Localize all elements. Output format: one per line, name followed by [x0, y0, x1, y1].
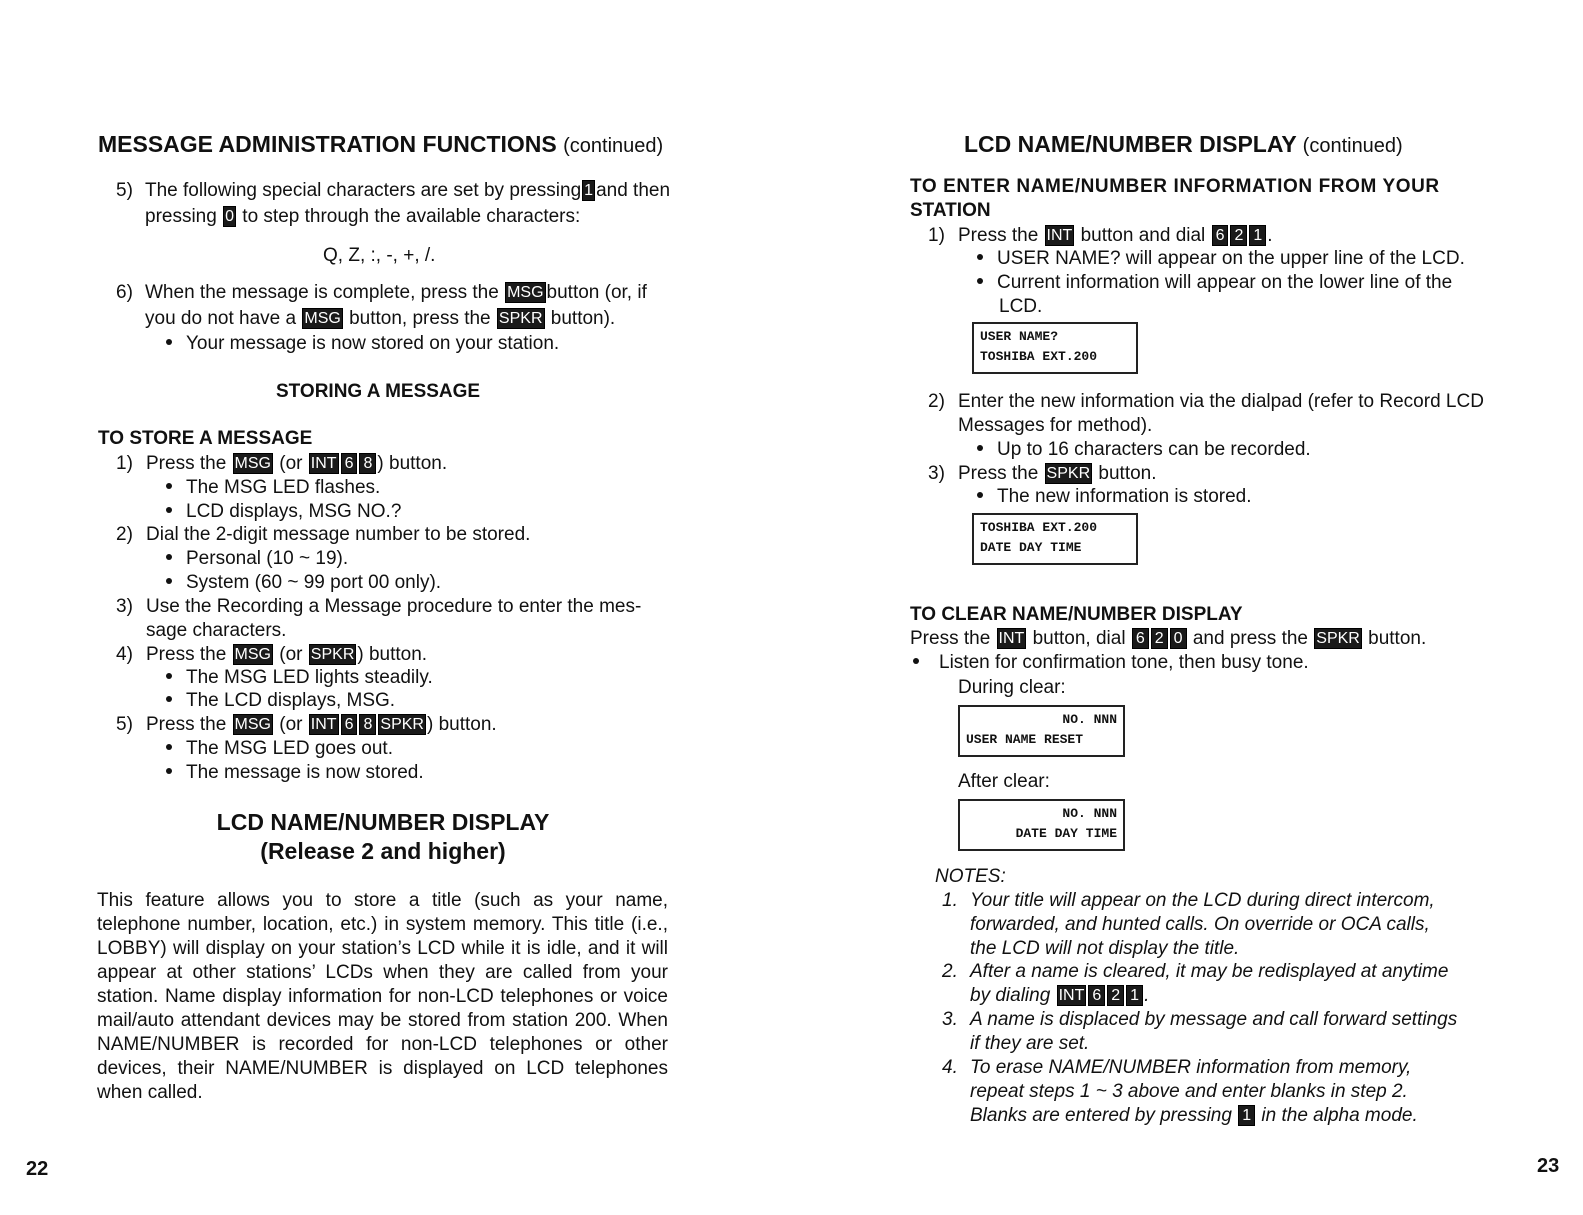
key-8: 8: [359, 714, 376, 735]
after-clear-label: After clear:: [958, 771, 1050, 792]
clear-subheading: TO CLEAR NAME/NUMBER DISPLAY: [910, 604, 1243, 625]
text: The MSG LED goes out.: [186, 738, 393, 759]
text: The MSG LED flashes.: [186, 477, 381, 498]
enter-step-1: 1) Press the INT button and dial 6 2 1 .: [928, 225, 1273, 246]
text: button.: [1098, 463, 1157, 484]
bullet-icon: [166, 483, 172, 489]
lcd-display-heading: LCD NAME/NUMBER DISPLAY (Release 2 and higher): [216, 809, 550, 864]
key-msg: MSG: [234, 716, 271, 733]
key-spkr: SPKR: [1316, 630, 1360, 647]
text: Press the: [958, 463, 1039, 484]
enter-step-2-bullet1: [977, 438, 1311, 462]
lcd-line: NO. NNN: [1062, 806, 1117, 821]
bullet-icon: [166, 578, 172, 584]
key-1: 1: [584, 182, 594, 199]
text: The message is now stored.: [186, 762, 424, 783]
enter-step-2-line2: Messages for method).: [958, 415, 1153, 436]
text: Blanks are entered by pressing: [970, 1105, 1232, 1126]
text: Up to 16 characters can be recorded.: [997, 439, 1311, 460]
note-1: [942, 889, 1435, 913]
key-int: INT: [998, 630, 1025, 647]
store-step-1-bullet1: [166, 476, 380, 500]
key-int: INT: [310, 455, 337, 472]
text: 6): [116, 282, 133, 303]
key-int: INT: [310, 716, 337, 733]
text: (or: [279, 453, 303, 474]
text: (or: [279, 714, 303, 735]
text: button, press the: [349, 308, 491, 329]
text: The LCD displays, MSG.: [186, 690, 396, 711]
notes-title: NOTES:: [935, 866, 1006, 887]
key-spkr: SPKR: [498, 310, 543, 327]
key-int: INT: [1058, 987, 1085, 1004]
enter-subheading-line1: TO ENTER NAME/NUMBER INFORMATION FROM YOUR: [910, 176, 1440, 197]
page-heading: [98, 131, 663, 158]
note-3: [942, 1008, 1457, 1032]
text: 2.: [942, 961, 958, 982]
enter-subheading-line2: STATION: [910, 200, 991, 221]
key-spkr: SPKR: [1046, 465, 1091, 482]
note-4: [942, 1056, 1411, 1080]
text: The new information is stored.: [997, 486, 1252, 507]
key-int: INT: [1046, 227, 1073, 244]
text: in the alpha mode.: [1261, 1105, 1418, 1126]
key-0: 0: [1170, 628, 1187, 649]
note-4-line3: [970, 1104, 1418, 1128]
text: 5): [116, 714, 133, 735]
text: LCD displays, MSG NO.?: [186, 501, 402, 522]
store-subheading: TO STORE A MESSAGE: [98, 428, 313, 449]
key-8: 8: [359, 453, 376, 474]
bullet-icon: [977, 492, 983, 498]
text: 5): [116, 180, 133, 201]
feature-paragraph: This feature allows you to store a title (such as your name, telephone number, location, etc.) in system memory. This title (i.e., LOBBY) will display on your station’s LCD while it is idle, and it will appear at other stations’ LCDs when they are called from your station. Name display information for non-LCD telephones or voice mail/auto attendant devices may be stored from station 200. When NAME/NUMBER is recorded for non-LCD telephones or other devices, their NAME/NUMBER is displayed on LCD telephones when called.: [97, 890, 668, 1103]
note-4-line2: repeat steps 1 ~ 3 above and enter blanks in step 2.: [970, 1081, 1408, 1102]
special-characters: Q, Z, :, -, +, /.: [323, 245, 436, 266]
store-step-5-bullet2: [166, 761, 424, 785]
text: Current information will appear on the lower line of the: [997, 272, 1453, 293]
text: After a name is cleared, it may be redisplayed at anytime: [970, 961, 1449, 982]
lcd-line: NO. NNN: [1062, 712, 1117, 727]
text: button).: [550, 308, 616, 329]
text: button (or, if: [546, 282, 647, 303]
text: Use the Recording a Message procedure to enter the mes-: [146, 596, 642, 617]
text: button.: [1368, 628, 1427, 649]
key-msg: MSG: [507, 284, 544, 301]
note-1-line2: forwarded, and hunted calls. On override or OCA calls,: [970, 914, 1430, 935]
key-6: 6: [1088, 985, 1105, 1006]
lcd-screen-during-clear: [958, 705, 1125, 757]
text: USER NAME? will appear on the upper line of the LCD.: [997, 248, 1465, 269]
storing-heading: STORING A MESSAGE: [276, 381, 481, 402]
store-step-3-line1: [116, 595, 641, 619]
store-step-1: [116, 452, 447, 476]
text: MESSAGE ADMINISTRATION FUNCTIONS: [98, 131, 557, 157]
bullet-icon: [166, 744, 172, 750]
text: 4): [116, 644, 133, 665]
text: 2): [116, 524, 133, 545]
key-1: 1: [1249, 225, 1266, 246]
bullet-icon: [977, 445, 983, 451]
text: and press the: [1192, 628, 1308, 649]
store-step-2-bullet2: [166, 571, 441, 595]
page-number-right: 23: [1537, 1155, 1560, 1177]
enter-step-1-bullet1: [977, 247, 1465, 271]
text: Press the: [910, 628, 991, 649]
text: Your title will appear on the LCD during direct intercom,: [970, 890, 1435, 911]
text: Press the: [958, 225, 1039, 246]
text: 1): [116, 453, 133, 474]
text: The MSG LED lights steadily.: [186, 667, 433, 688]
text: LCD NAME/NUMBER DISPLAY: [964, 131, 1297, 157]
note-2: [942, 960, 1448, 984]
store-step-2-bullet1: [166, 547, 348, 571]
text: Press the: [146, 453, 227, 474]
text: (or: [279, 644, 303, 665]
text: Enter the new information via the dialpad (refer to Record LCD: [958, 391, 1484, 412]
lcd-screen-new-info: [972, 513, 1138, 565]
step-5-line2: [145, 205, 580, 229]
text: 3): [928, 463, 945, 484]
step-5-line1: [116, 179, 670, 203]
step-6-line2: [145, 307, 615, 331]
text: (continued): [1302, 135, 1403, 157]
lcd-line: TOSHIBA EXT.200: [980, 349, 1098, 364]
key-msg: MSG: [234, 455, 271, 472]
text: pressing: [145, 206, 217, 227]
text: When the message is complete, press the: [145, 282, 499, 303]
text: System (60 ~ 99 port 00 only).: [186, 572, 442, 593]
text: and then: [596, 180, 671, 201]
lcd-screen-user-name: [972, 322, 1138, 374]
text: 4.: [942, 1057, 958, 1078]
text: 1.: [942, 890, 958, 911]
text: The following special characters are set by pressing: [145, 180, 582, 201]
text: Press the: [146, 644, 227, 665]
key-1: 1: [1238, 1105, 1255, 1126]
enter-step-1-bullet2: [977, 271, 1452, 295]
text: (continued): [563, 135, 664, 157]
bullet-icon: [166, 554, 172, 560]
enter-step-3: [928, 462, 1157, 486]
store-step-5: [116, 713, 497, 737]
key-spkr: SPKR: [380, 716, 424, 733]
text: ) button.: [357, 644, 428, 665]
lcd-line: TOSHIBA EXT.200: [980, 520, 1098, 535]
key-spkr: SPKR: [310, 646, 355, 663]
key-2: 2: [1107, 985, 1124, 1006]
text: Press the: [146, 714, 227, 735]
text: ) button.: [377, 453, 448, 474]
clear-instruction: [910, 627, 1426, 651]
key-6: 6: [1212, 225, 1229, 246]
text: Your message is now stored on your station.: [186, 333, 560, 354]
enter-step-2-line1: [928, 390, 1484, 414]
enter-step-3-bullet1: [977, 485, 1252, 509]
lcd-screen-after-clear: [958, 799, 1125, 851]
page-heading-right: [964, 131, 1403, 158]
store-step-1-bullet2: [166, 500, 401, 524]
text: button and dial: [1080, 225, 1206, 246]
clear-bullet1: [913, 651, 1309, 675]
text: you do not have a: [145, 308, 297, 329]
step-6-bullet: [166, 332, 559, 356]
bullet-icon: [166, 673, 172, 679]
lcd-line: USER NAME RESET: [966, 732, 1084, 747]
key-6: 6: [1132, 628, 1149, 649]
note-3-line2: if they are set.: [970, 1033, 1090, 1054]
text: Personal (10 ~ 19).: [186, 548, 349, 569]
text: To erase NAME/NUMBER information from memory,: [970, 1057, 1412, 1078]
lcd-line: USER NAME?: [980, 329, 1059, 344]
key-msg: MSG: [304, 310, 341, 327]
text: ) button.: [426, 714, 497, 735]
key-2: 2: [1151, 628, 1168, 649]
key-0: 0: [225, 208, 235, 225]
text: by dialing: [970, 985, 1051, 1006]
key-6: 6: [341, 453, 358, 474]
lcd-line: DATE DAY TIME: [1015, 826, 1117, 841]
bullet-icon: [166, 507, 172, 513]
bullet-icon: [166, 339, 172, 345]
page-number-left: 22: [26, 1158, 49, 1180]
lcd-line: DATE DAY TIME: [980, 540, 1082, 555]
text: 3): [116, 596, 133, 617]
key-2: 2: [1230, 225, 1247, 246]
during-clear-label: During clear:: [958, 677, 1066, 698]
text: to step through the available characters:: [242, 206, 581, 227]
text: Listen for confirmation tone, then busy tone.: [939, 652, 1309, 673]
bullet-icon: [913, 658, 919, 664]
enter-step-1-bullet2-cont: LCD.: [999, 296, 1043, 317]
text: Dial the 2-digit message number to be stored.: [146, 524, 531, 545]
store-step-2: [116, 523, 530, 547]
store-step-3-line2: sage characters.: [146, 620, 287, 641]
store-step-4-bullet1: [166, 666, 433, 690]
step-6-line1: [116, 281, 647, 305]
key-msg: MSG: [234, 646, 271, 663]
text: 1): [928, 225, 945, 246]
store-step-5-bullet1: [166, 737, 393, 761]
note-1-line3: the LCD will not display the title.: [970, 938, 1240, 959]
note-2-line2: by dialing INT 6 2 1 .: [970, 985, 1150, 1006]
text: 2): [928, 391, 945, 412]
bullet-icon: [166, 768, 172, 774]
text: A name is displaced by message and call forward settings: [970, 1009, 1458, 1030]
bullet-icon: [977, 254, 983, 260]
bullet-icon: [977, 278, 983, 284]
text: button, dial: [1032, 628, 1126, 649]
key-1: 1: [1126, 985, 1143, 1006]
store-step-4: [116, 643, 427, 667]
text: 3.: [942, 1009, 958, 1030]
key-6: 6: [341, 714, 358, 735]
store-step-4-bullet2: [166, 689, 395, 713]
bullet-icon: [166, 696, 172, 702]
